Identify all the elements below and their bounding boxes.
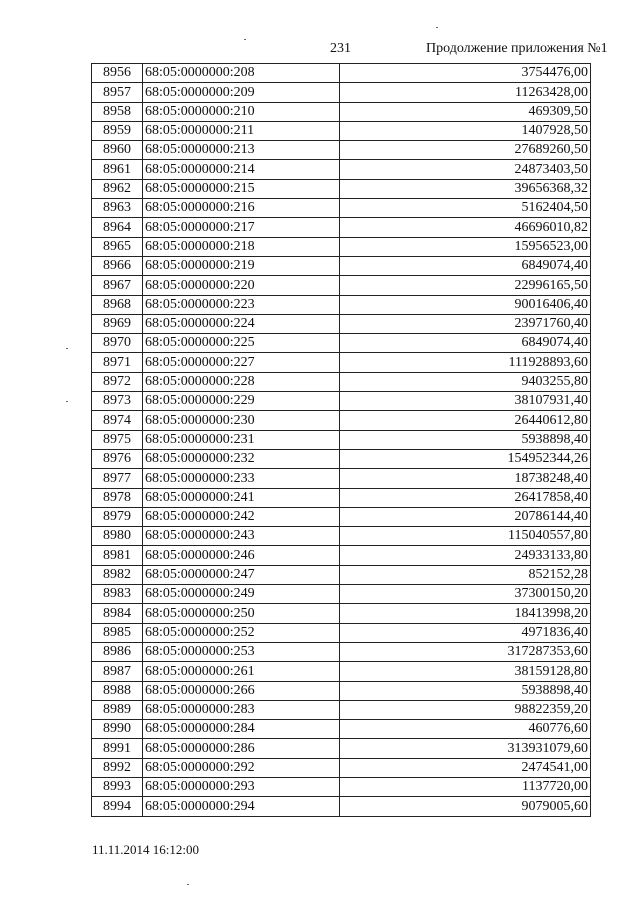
table-row bbox=[92, 83, 591, 102]
cadastral-number: 68:05:0000000:266 bbox=[143, 681, 340, 700]
row-number: 8994 bbox=[92, 797, 143, 816]
cadastral-value: 852152,28 bbox=[340, 565, 591, 584]
cadastral-value: 111928893,60 bbox=[340, 353, 591, 372]
row-number: 8968 bbox=[92, 295, 143, 314]
row-number: 8966 bbox=[92, 256, 143, 275]
table-row bbox=[92, 604, 591, 623]
cadastral-value: 26440612,80 bbox=[340, 411, 591, 430]
cadastral-value: 24933133,80 bbox=[340, 546, 591, 565]
cadastral-number: 68:05:0000000:213 bbox=[143, 141, 340, 160]
cadastral-number: 68:05:0000000:223 bbox=[143, 295, 340, 314]
cadastral-number: 68:05:0000000:215 bbox=[143, 179, 340, 198]
cadastral-value: 2474541,00 bbox=[340, 758, 591, 777]
row-number: 8962 bbox=[92, 179, 143, 198]
cadastral-value: 1407928,50 bbox=[340, 121, 591, 140]
table-row bbox=[92, 720, 591, 739]
cadastral-value: 6849074,40 bbox=[340, 256, 591, 275]
cadastral-value: 18738248,40 bbox=[340, 469, 591, 488]
row-number: 8989 bbox=[92, 700, 143, 719]
cadastral-number: 68:05:0000000:283 bbox=[143, 700, 340, 719]
row-number: 8957 bbox=[92, 83, 143, 102]
table-row bbox=[92, 256, 591, 275]
row-number: 8974 bbox=[92, 411, 143, 430]
cadastral-value: 6849074,40 bbox=[340, 334, 591, 353]
cadastral-value: 22996165,50 bbox=[340, 276, 591, 295]
table-row bbox=[92, 642, 591, 661]
row-number: 8972 bbox=[92, 372, 143, 391]
row-number: 8967 bbox=[92, 276, 143, 295]
cadastral-number: 68:05:0000000:220 bbox=[143, 276, 340, 295]
cadastral-number: 68:05:0000000:209 bbox=[143, 83, 340, 102]
table-row bbox=[92, 469, 591, 488]
cadastral-number: 68:05:0000000:227 bbox=[143, 353, 340, 372]
cadastral-value: 38107931,40 bbox=[340, 392, 591, 411]
table-row bbox=[92, 353, 591, 372]
table-row bbox=[92, 797, 591, 816]
row-number: 8969 bbox=[92, 314, 143, 333]
row-number: 8987 bbox=[92, 662, 143, 681]
row-number: 8981 bbox=[92, 546, 143, 565]
cadastral-number: 68:05:0000000:247 bbox=[143, 565, 340, 584]
table-row bbox=[92, 546, 591, 565]
row-number: 8976 bbox=[92, 449, 143, 468]
cadastral-value: 23971760,40 bbox=[340, 314, 591, 333]
table-row bbox=[92, 758, 591, 777]
table-row bbox=[92, 681, 591, 700]
cadastral-number: 68:05:0000000:230 bbox=[143, 411, 340, 430]
cadastral-value: 9079005,60 bbox=[340, 797, 591, 816]
table-row bbox=[92, 392, 591, 411]
cadastral-number: 68:05:0000000:229 bbox=[143, 392, 340, 411]
cadastral-number: 68:05:0000000:252 bbox=[143, 623, 340, 642]
row-number: 8980 bbox=[92, 527, 143, 546]
row-number: 8978 bbox=[92, 488, 143, 507]
cadastral-value: 5162404,50 bbox=[340, 199, 591, 218]
cadastral-number: 68:05:0000000:292 bbox=[143, 758, 340, 777]
row-number: 8982 bbox=[92, 565, 143, 584]
row-number: 8956 bbox=[92, 64, 143, 83]
cadastral-number: 68:05:0000000:294 bbox=[143, 797, 340, 816]
table-row bbox=[92, 314, 591, 333]
page-number: 231 bbox=[330, 41, 351, 56]
cadastral-number: 68:05:0000000:224 bbox=[143, 314, 340, 333]
cadastral-number: 68:05:0000000:241 bbox=[143, 488, 340, 507]
cadastral-number: 68:05:0000000:218 bbox=[143, 237, 340, 256]
cadastral-value-table bbox=[91, 63, 591, 817]
cadastral-value: 37300150,20 bbox=[340, 585, 591, 604]
cadastral-value: 38159128,80 bbox=[340, 662, 591, 681]
row-number: 8988 bbox=[92, 681, 143, 700]
row-number: 8973 bbox=[92, 392, 143, 411]
table-row bbox=[92, 121, 591, 140]
cadastral-value: 154952344,26 bbox=[340, 449, 591, 468]
cadastral-number: 68:05:0000000:225 bbox=[143, 334, 340, 353]
table-row bbox=[92, 64, 591, 83]
cadastral-number: 68:05:0000000:246 bbox=[143, 546, 340, 565]
row-number: 8991 bbox=[92, 739, 143, 758]
cadastral-number: 68:05:0000000:293 bbox=[143, 777, 340, 796]
cadastral-value: 11263428,00 bbox=[340, 83, 591, 102]
cadastral-value: 3754476,00 bbox=[340, 64, 591, 83]
row-number: 8971 bbox=[92, 353, 143, 372]
cadastral-number: 68:05:0000000:242 bbox=[143, 507, 340, 526]
cadastral-value: 46696010,82 bbox=[340, 218, 591, 237]
table-row bbox=[92, 295, 591, 314]
cadastral-value: 26417858,40 bbox=[340, 488, 591, 507]
table-row bbox=[92, 218, 591, 237]
cadastral-number: 68:05:0000000:228 bbox=[143, 372, 340, 391]
row-number: 8975 bbox=[92, 430, 143, 449]
row-number: 8965 bbox=[92, 237, 143, 256]
scan-speck bbox=[66, 401, 68, 402]
table-row bbox=[92, 334, 591, 353]
row-number: 8993 bbox=[92, 777, 143, 796]
table-row bbox=[92, 237, 591, 256]
row-number: 8977 bbox=[92, 469, 143, 488]
cadastral-value: 5938898,40 bbox=[340, 430, 591, 449]
cadastral-value: 460776,60 bbox=[340, 720, 591, 739]
table-row bbox=[92, 199, 591, 218]
print-timestamp: 11.11.2014 16:12:00 bbox=[92, 842, 200, 857]
row-number: 8990 bbox=[92, 720, 143, 739]
cadastral-number: 68:05:0000000:211 bbox=[143, 121, 340, 140]
cadastral-value: 317287353,60 bbox=[340, 642, 591, 661]
row-number: 8984 bbox=[92, 604, 143, 623]
row-number: 8970 bbox=[92, 334, 143, 353]
row-number: 8979 bbox=[92, 507, 143, 526]
cadastral-number: 68:05:0000000:243 bbox=[143, 527, 340, 546]
cadastral-value: 18413998,20 bbox=[340, 604, 591, 623]
table-row bbox=[92, 488, 591, 507]
appendix-title: Продолжение приложения №1 bbox=[426, 41, 608, 56]
table-row bbox=[92, 777, 591, 796]
cadastral-value: 5938898,40 bbox=[340, 681, 591, 700]
table-row bbox=[92, 449, 591, 468]
cadastral-number: 68:05:0000000:249 bbox=[143, 585, 340, 604]
cadastral-value: 15956523,00 bbox=[340, 237, 591, 256]
cadastral-value: 24873403,50 bbox=[340, 160, 591, 179]
cadastral-number: 68:05:0000000:231 bbox=[143, 430, 340, 449]
table-row bbox=[92, 507, 591, 526]
cadastral-value: 9403255,80 bbox=[340, 372, 591, 391]
table-row bbox=[92, 585, 591, 604]
table-row bbox=[92, 141, 591, 160]
cadastral-value: 20786144,40 bbox=[340, 507, 591, 526]
table-row bbox=[92, 372, 591, 391]
row-number: 8963 bbox=[92, 199, 143, 218]
table-row bbox=[92, 565, 591, 584]
table-row bbox=[92, 623, 591, 642]
cadastral-number: 68:05:0000000:286 bbox=[143, 739, 340, 758]
cadastral-number: 68:05:0000000:219 bbox=[143, 256, 340, 275]
table-row bbox=[92, 411, 591, 430]
cadastral-value: 90016406,40 bbox=[340, 295, 591, 314]
cadastral-value: 98822359,20 bbox=[340, 700, 591, 719]
cadastral-number: 68:05:0000000:232 bbox=[143, 449, 340, 468]
table-row bbox=[92, 276, 591, 295]
cadastral-number: 68:05:0000000:284 bbox=[143, 720, 340, 739]
table-body bbox=[92, 64, 591, 817]
cadastral-value: 1137720,00 bbox=[340, 777, 591, 796]
cadastral-number: 68:05:0000000:217 bbox=[143, 218, 340, 237]
row-number: 8959 bbox=[92, 121, 143, 140]
cadastral-value: 313931079,60 bbox=[340, 739, 591, 758]
scan-speck bbox=[66, 348, 68, 349]
scan-speck bbox=[187, 884, 189, 885]
row-number: 8961 bbox=[92, 160, 143, 179]
table-row bbox=[92, 527, 591, 546]
cadastral-number: 68:05:0000000:253 bbox=[143, 642, 340, 661]
row-number: 8983 bbox=[92, 585, 143, 604]
scan-speck bbox=[244, 39, 246, 40]
cadastral-value: 4971836,40 bbox=[340, 623, 591, 642]
table-row bbox=[92, 430, 591, 449]
row-number: 8992 bbox=[92, 758, 143, 777]
cadastral-value: 39656368,32 bbox=[340, 179, 591, 198]
table-row bbox=[92, 662, 591, 681]
cadastral-value: 115040557,80 bbox=[340, 527, 591, 546]
cadastral-number: 68:05:0000000:250 bbox=[143, 604, 340, 623]
table-row bbox=[92, 102, 591, 121]
row-number: 8960 bbox=[92, 141, 143, 160]
cadastral-value: 27689260,50 bbox=[340, 141, 591, 160]
cadastral-number: 68:05:0000000:208 bbox=[143, 64, 340, 83]
cadastral-number: 68:05:0000000:216 bbox=[143, 199, 340, 218]
table-row bbox=[92, 160, 591, 179]
table-row bbox=[92, 700, 591, 719]
table-row bbox=[92, 179, 591, 198]
row-number: 8958 bbox=[92, 102, 143, 121]
cadastral-number: 68:05:0000000:233 bbox=[143, 469, 340, 488]
row-number: 8986 bbox=[92, 642, 143, 661]
cadastral-number: 68:05:0000000:210 bbox=[143, 102, 340, 121]
table-row bbox=[92, 739, 591, 758]
scan-speck bbox=[436, 27, 438, 28]
row-number: 8985 bbox=[92, 623, 143, 642]
cadastral-value: 469309,50 bbox=[340, 102, 591, 121]
cadastral-number: 68:05:0000000:261 bbox=[143, 662, 340, 681]
row-number: 8964 bbox=[92, 218, 143, 237]
cadastral-number: 68:05:0000000:214 bbox=[143, 160, 340, 179]
